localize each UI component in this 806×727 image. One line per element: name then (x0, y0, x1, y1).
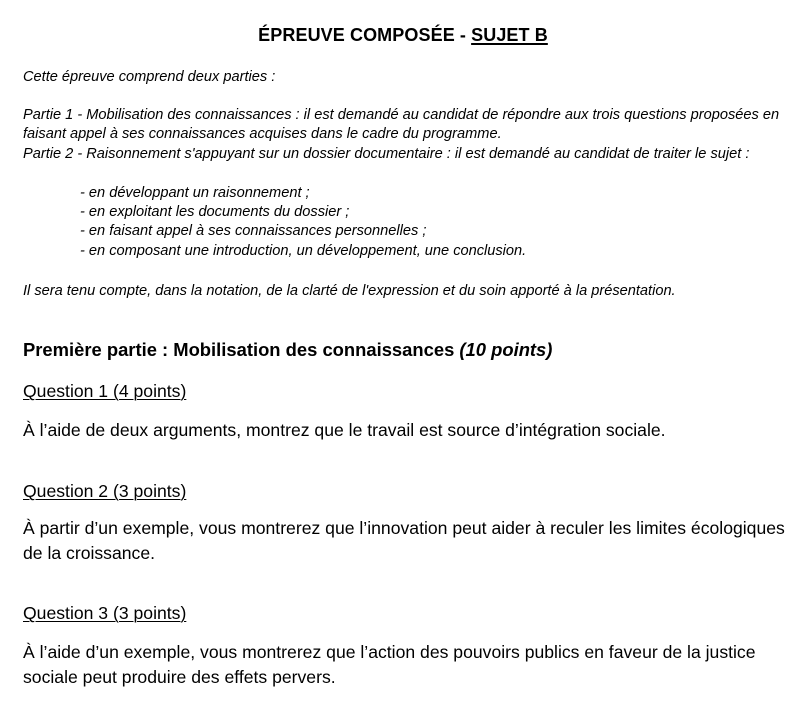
instructions-bullet-list (80, 184, 526, 261)
list-item: - en faisant appel à ses connaissances personnelles ; (80, 223, 427, 240)
instructions-partie-2: Partie 2 - Raisonnement s'appuyant sur un dossier documentaire : il est demandé au candidat de traiter le sujet : (23, 146, 750, 162)
question-2-text: À partir d’un exemple, vous montrerez que l’innovation peut aider à reculer les limites écologiques de la croissance. (23, 518, 785, 563)
instructions-partie-1: Partie 1 - Mobilisation des connaissances : il est demandé au candidat de répondre aux trois questions proposées en faisant appel à ses connaissances acquises dans le cadre du programme. (23, 107, 780, 142)
question-1-text: À l’aide de deux arguments, montrez que le travail est source d’intégration sociale. (23, 420, 666, 440)
section-points: (10 points) (459, 339, 553, 360)
question-1-heading: Question 1 (4 points) (23, 381, 187, 401)
question-2-heading: Question 2 (3 points) (23, 481, 187, 501)
question-3-heading: Question 3 (3 points) (23, 603, 187, 623)
section-title (23, 339, 552, 361)
question-3-text: À l’aide d’un exemple, vous montrerez que l’action des pouvoirs publics en faveur de la justice sociale peut produire des effets pervers. (23, 642, 756, 687)
section-title-text: Première partie : Mobilisation des connaissances (23, 339, 460, 360)
list-item: - en composant une introduction, un développement, une conclusion. (80, 242, 527, 259)
instructions-intro: Cette épreuve comprend deux parties : (23, 69, 276, 85)
title-prefix: ÉPREUVE COMPOSÉE - (258, 25, 472, 45)
page-title (0, 24, 806, 46)
title-subject: SUJET B (471, 25, 548, 45)
list-item: - en exploitant les documents du dossier ; (80, 204, 350, 221)
instructions-notation: Il sera tenu compte, dans la notation, de la clarté de l'expression et du soin apporté à la présentation. (23, 283, 676, 299)
list-item: - en développant un raisonnement ; (80, 185, 310, 201)
